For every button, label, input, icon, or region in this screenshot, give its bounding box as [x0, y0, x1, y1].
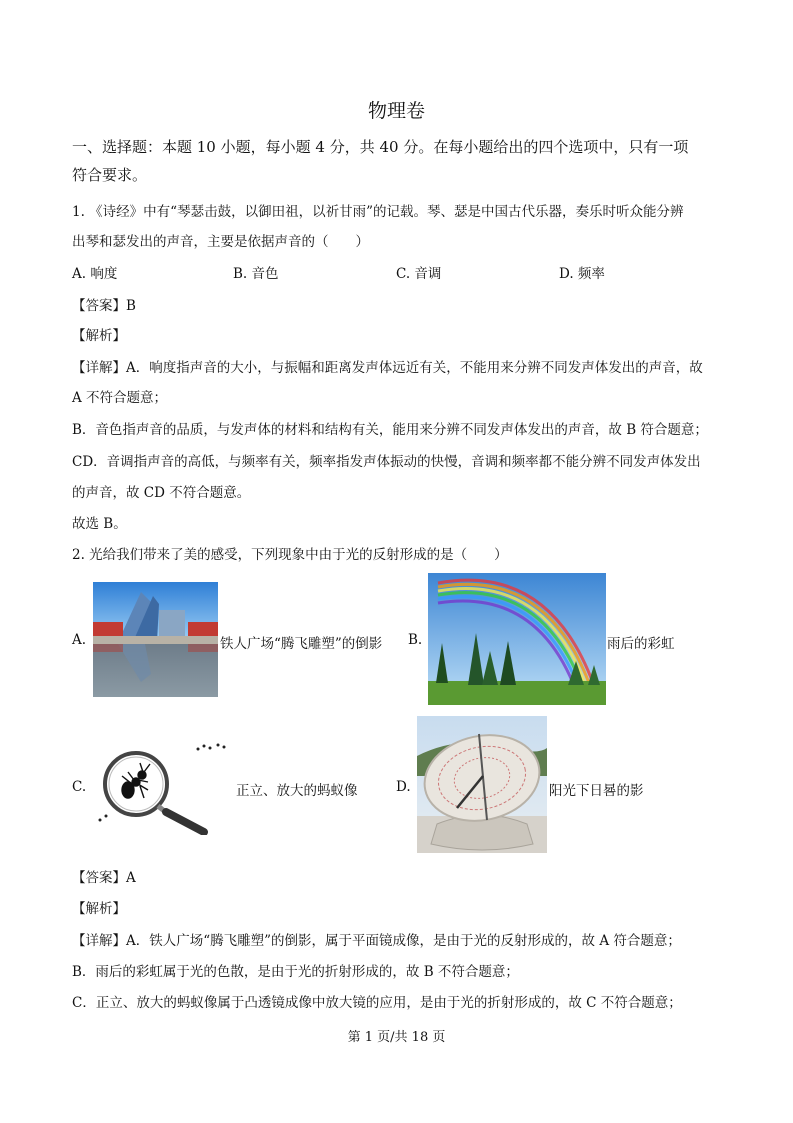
q2-stem: 2. 光给我们带来了美的感受，下列现象中由于光的反射形成的是（ ）: [72, 547, 508, 563]
section-heading-line1: 一、选择题：本题 10 小题，每小题 4 分，共 40 分。在每小题给出的四个选项中，只有一项: [72, 138, 689, 156]
sundial-photo: [417, 716, 547, 853]
q2-option-b-text: 雨后的彩虹: [607, 636, 675, 652]
q2-detail-line3: C．正立、放大的蚂蚁像属于凸透镜成像中放大镜的应用，是由于光的折射形成的，故 C 不符合题意；: [72, 995, 682, 1011]
q1-detail-line6: 故选 B。: [72, 516, 127, 532]
q2-option-d-text: 阳光下日晷的影: [549, 783, 644, 799]
q2-option-c-text: 正立、放大的蚂蚁像: [236, 783, 358, 799]
q1-answer: 【答案】B: [72, 298, 136, 314]
magnifier-ant-image: [94, 740, 234, 835]
page-title: 物理卷: [367, 100, 425, 122]
q1-detail-line4: CD．音调指声音的高低，与频率有关，频率指发声体振动的快慢，音调和频率都不能分辨不同发声体发出: [72, 454, 701, 470]
q2-option-c-letter: C.: [72, 779, 87, 795]
q1-detail-line5: 的声音，故 CD 不符合题意。: [72, 485, 251, 501]
q2-detail-line2: B．雨后的彩虹属于光的色散，是由于光的折射形成的，故 B 不符合题意；: [72, 964, 519, 980]
q1-detail-line2: A 不符合题意；: [72, 390, 168, 406]
q1-detail-line1: 【详解】A．响度指声音的大小，与振幅和距离发声体远近有关，不能用来分辨不同发声体发出的声音，故: [72, 360, 703, 376]
section-heading-line2: 符合要求。: [72, 166, 148, 184]
q2-analysis-label: 【解析】: [72, 901, 126, 917]
q2-option-a-letter: A.: [72, 632, 87, 648]
q1-option-a: A. 响度: [72, 266, 118, 282]
q1-stem-line1: 1. 《诗经》中有“琴瑟击鼓，以御田祖，以祈甘雨”的记载。琴、瑟是中国古代乐器，奏乐时听众能分辨: [72, 204, 684, 220]
sculpture-reflection-photo: [93, 582, 218, 697]
q2-detail-line1: 【详解】A．铁人广场“腾飞雕塑”的倒影，属于平面镜成像，是由于光的反射形成的，故 A 符合题意；: [72, 933, 681, 949]
q1-option-c: C. 音调: [396, 266, 442, 282]
q2-option-a-text: 铁人广场“腾飞雕塑”的倒影: [220, 636, 383, 652]
q1-detail-line3: B．音色指声音的品质，与发声体的材料和结构有关，能用来分辨不同发声体发出的声音，故 B 符合题意；: [72, 422, 708, 438]
q2-option-b-letter: B.: [408, 632, 423, 648]
rainbow-photo: [428, 573, 606, 705]
q2-answer: 【答案】A: [72, 870, 136, 886]
q1-stem-line2: 出琴和瑟发出的声音，主要是依据声音的（ ）: [72, 234, 369, 250]
q1-analysis-label: 【解析】: [72, 328, 126, 344]
q1-option-b: B. 音色: [233, 266, 279, 282]
page-footer: 第 1 页/共 18 页: [347, 1030, 446, 1045]
q1-option-d: D. 频率: [559, 266, 605, 282]
q2-option-d-letter: D.: [396, 779, 411, 795]
